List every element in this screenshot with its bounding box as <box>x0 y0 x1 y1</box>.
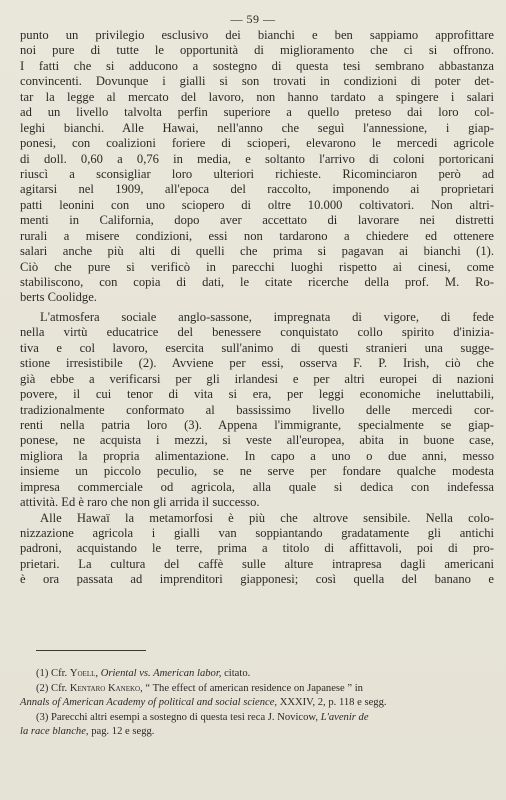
text-line: patti leonini con uno sciopero di oltre 10.000 coltivatori. Non altri- <box>20 197 494 212</box>
text-line: L'atmosfera sociale anglo-sassone, impregnata di vigore, di fede <box>40 309 494 324</box>
text-line: I fatti che si adducono a sostegno di questa tesi sembrano abbastanza <box>20 58 494 73</box>
main-text <box>20 28 494 588</box>
text-line: migliora la propria alimentazione. In capo a uno o due anni, messo <box>20 448 494 463</box>
footnote-text: (3) Parecchi altri esempi a sostegno di questa tesi reca J. Novicow, <box>36 711 319 723</box>
text-line: impresa commerciale od agricola, alla quale si dedica con indefessa <box>20 479 494 494</box>
text-line: già ebbe a verificarsi per gli irlandesi e per altri europei di nazioni <box>20 371 494 386</box>
footnote-title: la race blanche, <box>20 726 89 737</box>
text-line: attività. Ed è raro che non gli arrida il successo. <box>20 495 260 510</box>
footnote-quote: “ The effect of american residence on Japanese ” in <box>145 682 363 694</box>
text-line: ponese, ne acquista i mezzi, si veste all'europea, abita in buone case, <box>20 433 494 448</box>
text-line: convincenti. Dovunque i gialli si son trovati in condizioni di poter det- <box>20 74 494 89</box>
text-line: riuscì a sconsigliar loro ulteriori richieste. Ricominciaron però ad <box>20 166 494 181</box>
text-line: agitarsi nel 1909, all'epoca del raccolto, imponendo ai proprietari <box>20 182 494 197</box>
footnote-text: pag. 12 e segg. <box>91 726 155 737</box>
text-line: berts Coolidge. <box>20 290 97 305</box>
paragraph-1 <box>20 28 494 306</box>
footnote-2-continued <box>20 696 494 711</box>
text-line: nella virtù educatrice del benessere conquistato collo spirito d'inizia- <box>20 325 494 340</box>
footnote-author: Yoell, <box>69 668 99 679</box>
text-line: prietari. La cultura del caffè sulle alture intrapresa dagli americani <box>20 556 494 571</box>
footnote-marker: (1) Cfr. <box>36 668 68 679</box>
text-line: punto un privilegio esclusivo dei bianchi e ben sappiamo approfittare <box>20 28 494 42</box>
text-line: Alle Hawaï la metamorfosi è più che altrove sensibile. Nella colo- <box>40 510 494 525</box>
text-line: leghi bianchi. Alle Hawai, nell'anno che seguì l'annessione, i giap- <box>20 120 494 135</box>
text-line: di doll. 0,60 a 0,76 in media, e soltanto l'arrivo di coloni portoricani <box>20 151 494 166</box>
footnote-marker: (2) Cfr. <box>36 682 68 694</box>
footnote-title: L'avenir de <box>320 711 369 723</box>
text-line: renti nella patria loro (3). Appena l'immigrante, specialmente se giap- <box>20 417 494 432</box>
text-line: è ora passata ad imprenditori giapponesi; così quella del banano e <box>20 572 494 587</box>
footnote-3 <box>20 711 494 726</box>
text-line: stione irresistibile (2). Avviene per essi, osserva F. P. Irish, ciò che <box>20 356 494 371</box>
text-line: Ciò che pure si verificò in parecchi luoghi rispetto ai cinesi, come <box>20 259 494 274</box>
footnote-author: Kentaro Kaneko, <box>69 682 143 694</box>
text-line: menti in California, dopo aver accettato di lavorare nei distretti <box>20 213 494 228</box>
footnotes <box>20 667 494 740</box>
footnote-text: XXXIV, 2, p. 118 e segg. <box>279 697 387 708</box>
text-line: salari anche più alti di quelli che prima si pagavan ai bianchi (1). <box>20 244 494 259</box>
text-line: tar la legge al mercato del lavoro, non hanno tardato a spingere i salari <box>20 89 494 104</box>
text-line: rurali a misere condizioni, essi non tardarono a chiedere ed ottenere <box>20 228 494 243</box>
footnote-journal: Annals of American Academy of political and social science, <box>20 697 278 708</box>
text-line: noi pure di tutte le opportunità di miglioramento che ci si offrono. <box>20 43 494 58</box>
text-line: ponesi, con coalizioni foriere di scioperi, elevarono le mercedi agricole <box>20 136 494 151</box>
text-line: insieme un piccolo peculio, se ne serve per fondare qualche modesta <box>20 464 494 479</box>
text-line: tradizionalmente conformato al bassissimo livello delle mercedi cor- <box>20 402 494 417</box>
text-line: padroni, acquistando le terre, prima a titolo di affittavoli, poi di pro- <box>20 541 494 556</box>
page-number: — 59 — <box>230 12 276 26</box>
footnote-3-continued <box>20 725 494 740</box>
text-line: tiva e col lavoro, esercita sull'animo di questi stranieri una sugge- <box>20 340 494 355</box>
footnote-title: Oriental vs. American labor, <box>100 668 222 679</box>
paragraph-2 <box>20 310 494 511</box>
text-line: povere, il cui tenor di vita si era, per leggi economiche ineluttabili, <box>20 387 494 402</box>
footnote-separator <box>36 650 146 651</box>
text-line: nizzazione agricola i gialli van soppiantando gradatamente gli antichi <box>20 526 494 540</box>
footnote-2 <box>20 682 494 697</box>
paragraph-3 <box>20 511 494 588</box>
footnote-1 <box>20 667 494 682</box>
footnote-text: citato. <box>224 668 251 679</box>
text-line: stabiliscono, con copia di dati, le citate ricerche della prof. M. Ro- <box>20 275 494 289</box>
text-line: ad un livello talvolta perfin superiore a quello preteso dai loro col- <box>20 105 494 120</box>
